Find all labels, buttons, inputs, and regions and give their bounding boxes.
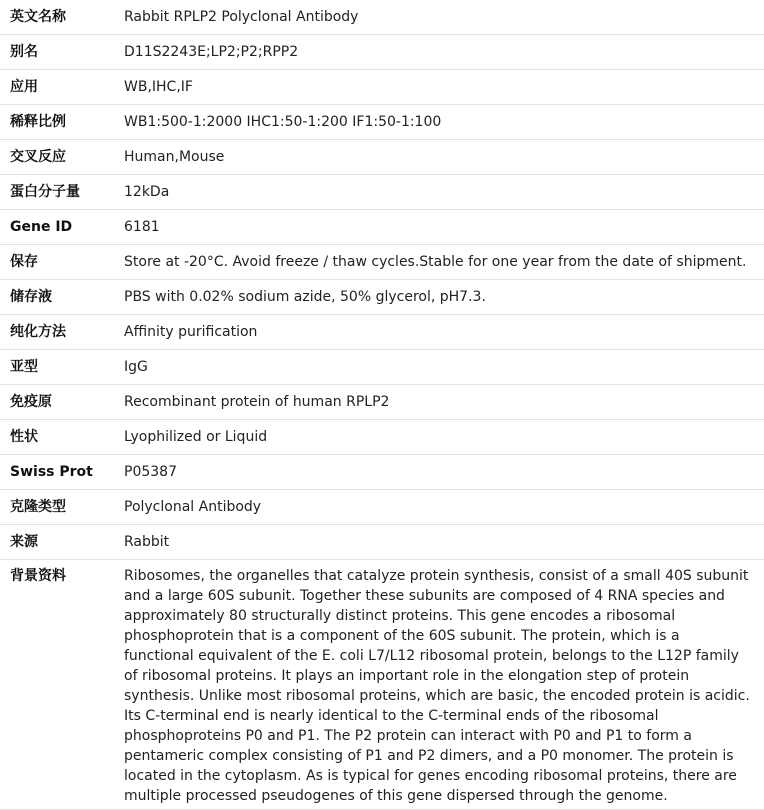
spec-row-form: [0, 420, 764, 455]
spec-row-application: [0, 70, 764, 105]
spec-value: WB,IHC,IF: [124, 70, 764, 105]
spec-row-reactivity: [0, 140, 764, 175]
spec-value-background: Ribosomes, the organelles that catalyze protein synthesis, consist of a small 40S subunit and a large 60S subunit. Together these subunits are composed of 4 RNA species and approximately 80 structurally distinct proteins. This gene encodes a ribosomal phosphoprotein that is a component of the 60S subunit. The protein, which is a functional equivalent of the E. coli L7/L12 ribosomal protein, belongs to the L12P family of ribosomal proteins. It plays an important role in the elongation step of protein synthesis. Unlike most ribosomal proteins, which are basic, the encoded protein is acidic. Its C-terminal end is nearly identical to the C-terminal ends of the ribosomal phosphoproteins P0 and P1. The P2 protein can interact with P0 and P1 to form a pentameric complex consisting of P1 and P2 dimers, and a P0 monomer. The protein is located in the cytoplasm. As is typical for genes encoding ribosomal proteins, there are multiple processed pseudogenes of this gene dispersed through the genome.: [124, 560, 764, 810]
spec-label: 来源: [0, 525, 124, 560]
spec-row-immunogen: [0, 385, 764, 420]
spec-row-buffer: [0, 280, 764, 315]
spec-label: 英文名称: [0, 0, 124, 35]
spec-value: Store at -20°C. Avoid freeze / thaw cycles.Stable for one year from the date of shipment.: [124, 245, 764, 280]
spec-value: Lyophilized or Liquid: [124, 420, 764, 455]
spec-label: 保存: [0, 245, 124, 280]
spec-label: 应用: [0, 70, 124, 105]
spec-label: 克隆类型: [0, 490, 124, 525]
spec-label: 纯化方法: [0, 315, 124, 350]
spec-label: 稀释比例: [0, 105, 124, 140]
spec-label: Swiss Prot: [0, 455, 124, 490]
spec-value: Rabbit: [124, 525, 764, 560]
spec-row-purification: [0, 315, 764, 350]
spec-row-storage: [0, 245, 764, 280]
spec-label: 免疫原: [0, 385, 124, 420]
spec-row-clonality: [0, 490, 764, 525]
spec-value: D11S2243E;LP2;P2;RPP2: [124, 35, 764, 70]
spec-row-background: [0, 560, 764, 810]
spec-value: Recombinant protein of human RPLP2: [124, 385, 764, 420]
spec-row-english-name: [0, 0, 764, 35]
spec-label: 储存液: [0, 280, 124, 315]
spec-label: 背景资料: [0, 560, 124, 810]
spec-value: IgG: [124, 350, 764, 385]
spec-row-swiss-prot: [0, 455, 764, 490]
spec-label: 亚型: [0, 350, 124, 385]
spec-value: Affinity purification: [124, 315, 764, 350]
spec-value: Polyclonal Antibody: [124, 490, 764, 525]
spec-label: Gene ID: [0, 210, 124, 245]
spec-label: 别名: [0, 35, 124, 70]
spec-row-molecular-weight: [0, 175, 764, 210]
spec-label: 性状: [0, 420, 124, 455]
spec-row-gene-id: [0, 210, 764, 245]
spec-value: Human,Mouse: [124, 140, 764, 175]
spec-row-isotype: [0, 350, 764, 385]
spec-value: 6181: [124, 210, 764, 245]
spec-value: WB1:500-1:2000 IHC1:50-1:200 IF1:50-1:100: [124, 105, 764, 140]
spec-value: 12kDa: [124, 175, 764, 210]
spec-row-alias: [0, 35, 764, 70]
spec-row-dilution: [0, 105, 764, 140]
spec-row-host: [0, 525, 764, 560]
spec-value: Rabbit RPLP2 Polyclonal Antibody: [124, 0, 764, 35]
spec-value: PBS with 0.02% sodium azide, 50% glycerol, pH7.3.: [124, 280, 764, 315]
spec-label: 蛋白分子量: [0, 175, 124, 210]
spec-label: 交叉反应: [0, 140, 124, 175]
spec-value: P05387: [124, 455, 764, 490]
